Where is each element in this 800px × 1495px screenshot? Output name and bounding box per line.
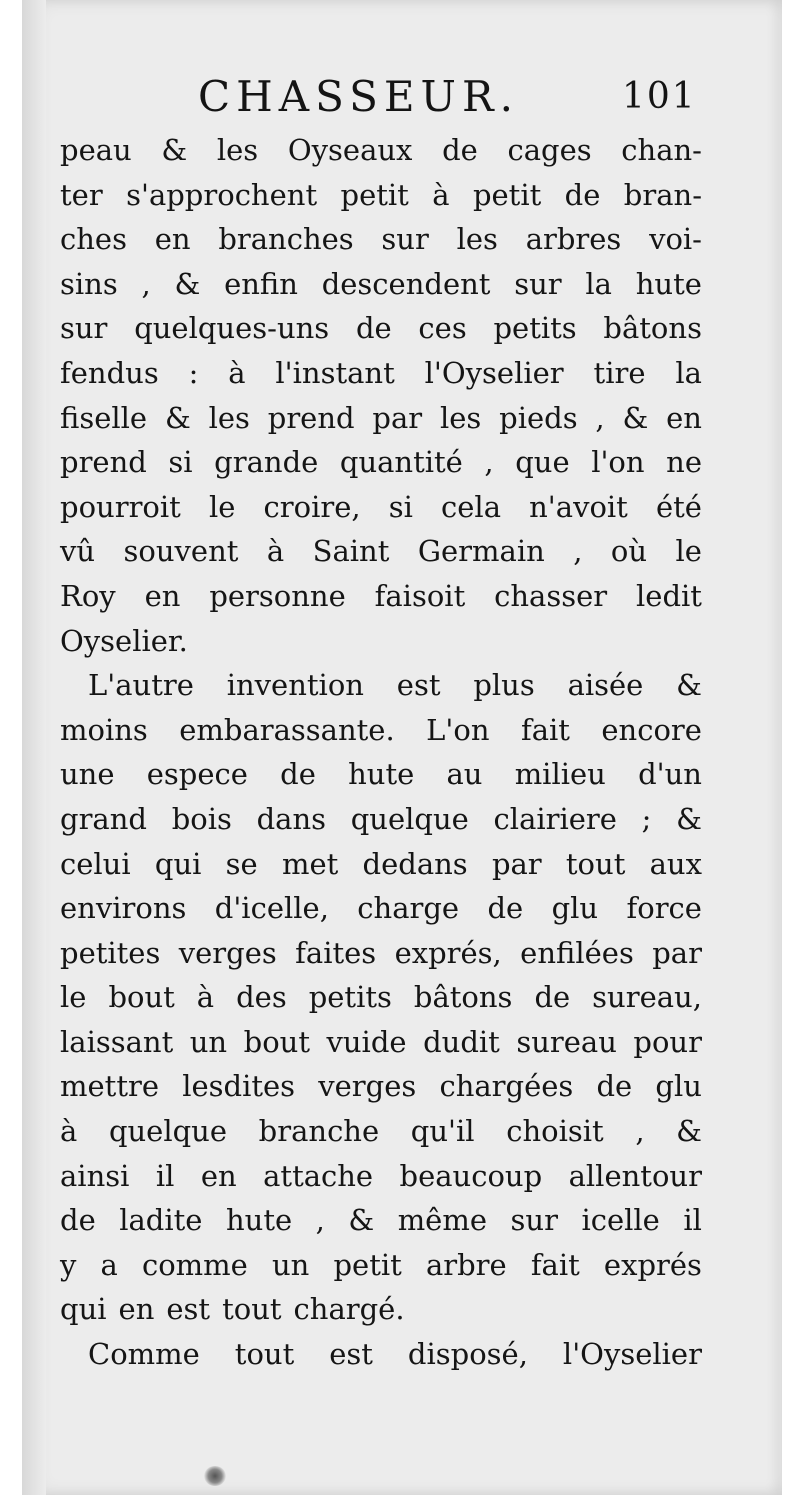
word: enfilées [520, 935, 634, 970]
word: qu'il [410, 1114, 475, 1149]
text-line [60, 886, 702, 931]
word: par [491, 846, 542, 881]
text-line [60, 262, 702, 307]
word: glu [655, 1069, 702, 1104]
word: ; [641, 801, 652, 836]
word: bout [243, 1024, 310, 1059]
word: cages [507, 133, 592, 167]
word: est [396, 668, 441, 703]
word: embarassante. [179, 712, 395, 747]
word: au [446, 757, 483, 792]
word: arbre [425, 1247, 507, 1282]
word: exprés [603, 1247, 702, 1282]
text-line [60, 752, 702, 797]
text-line [60, 574, 702, 619]
word: les [456, 222, 498, 257]
word: à [60, 1114, 78, 1149]
text-line [60, 975, 702, 1020]
word: prend [267, 400, 355, 435]
word: met [281, 846, 339, 881]
word: & [174, 266, 201, 301]
word: exprés, [394, 935, 502, 970]
word: verges [178, 935, 277, 970]
word: à [228, 355, 246, 390]
word: & [164, 400, 191, 435]
word: se [225, 846, 258, 881]
word: Roy [60, 578, 116, 613]
word: ladite [119, 1203, 203, 1238]
word: hute [225, 1203, 293, 1238]
word: force [626, 891, 702, 926]
word: tire [593, 355, 646, 390]
word: croire, [263, 489, 361, 524]
text-line [60, 173, 702, 218]
word: & [676, 801, 702, 836]
word: attache [263, 1158, 374, 1193]
word: qui [60, 1292, 107, 1327]
word: le [60, 980, 87, 1015]
word: arbres [525, 222, 622, 257]
ink-smudge [204, 1466, 226, 1486]
word: invention [226, 668, 364, 703]
word: glu [551, 891, 599, 926]
word: n'avoit [529, 489, 628, 524]
word: petits [308, 980, 392, 1015]
word: sur [381, 222, 429, 257]
word: vuide [326, 1024, 407, 1059]
word: charge [357, 891, 460, 926]
word: en [666, 400, 702, 435]
word: & [676, 1114, 702, 1149]
word: enfin [224, 266, 298, 301]
word: chargé. [293, 1292, 405, 1327]
word: milieu [514, 757, 606, 792]
text-line [60, 797, 702, 842]
word: dans [256, 801, 327, 836]
word: de [564, 177, 601, 212]
word: d'un [638, 757, 702, 792]
word: tout [565, 846, 626, 881]
body-text [60, 128, 702, 1377]
word: & [676, 668, 702, 703]
word: plus [473, 668, 535, 703]
word: est [329, 1337, 373, 1372]
word: a [100, 1247, 118, 1282]
word: ces [418, 311, 467, 346]
text-line [60, 1109, 702, 1154]
word: de [596, 1069, 633, 1104]
word: Germain [417, 534, 545, 569]
word: l'on [591, 445, 645, 480]
word: quantité [339, 445, 463, 480]
word: Saint [312, 534, 390, 569]
word: pieds [499, 400, 578, 435]
word: les [216, 133, 259, 167]
word: L'on [426, 712, 490, 747]
word: l'Oyselier [424, 355, 564, 390]
word: en [118, 1292, 155, 1327]
text-line [60, 351, 702, 396]
running-title: CHASSEUR. [198, 72, 519, 121]
page-gutter-shadow [22, 0, 46, 1495]
word: par [652, 935, 702, 970]
word: petites [60, 935, 161, 970]
text-line [60, 529, 702, 574]
text-line [60, 440, 702, 485]
word: qui [154, 846, 202, 881]
word: , [595, 400, 605, 435]
word: celui [60, 846, 131, 881]
word: sureau [516, 1024, 617, 1059]
word: tout [222, 1292, 282, 1327]
word: bout [108, 980, 175, 1015]
word: quelque [108, 1114, 228, 1149]
word: grand [60, 801, 147, 836]
word: de [487, 891, 524, 926]
word: à [432, 177, 450, 212]
word: & [161, 133, 188, 167]
word: quelques-uns [134, 311, 330, 346]
word: si [388, 489, 413, 524]
word: espece [146, 757, 248, 792]
word: allentour [568, 1158, 702, 1193]
text-line [60, 931, 702, 976]
text-line [60, 1287, 702, 1332]
word: , [315, 1203, 325, 1238]
word: de [355, 311, 392, 346]
word: , [573, 534, 583, 569]
word: cela [441, 489, 501, 524]
word: , [141, 266, 151, 301]
word: il [683, 1203, 702, 1238]
word: si [168, 445, 193, 480]
word: bran- [623, 177, 702, 212]
word: les [208, 400, 250, 435]
word: vû [60, 534, 96, 569]
word: petit [340, 177, 409, 212]
text-line [60, 1332, 702, 1377]
word: le [208, 489, 236, 524]
page-number: 101 [622, 76, 697, 117]
word: à [196, 980, 215, 1015]
word: moins [60, 712, 148, 747]
word: branches [218, 222, 354, 257]
word: choisit [506, 1114, 604, 1149]
word: sur [60, 311, 108, 346]
word: laissant [60, 1024, 174, 1059]
word: faites [295, 935, 377, 970]
word: sins [60, 266, 118, 301]
word: pourroit [60, 489, 181, 524]
word: faisoit [374, 578, 466, 613]
text-line [60, 1154, 702, 1199]
word: ainsi [60, 1158, 130, 1193]
word: icelle [581, 1203, 660, 1238]
word: est [166, 1292, 211, 1327]
word: & [348, 1203, 375, 1238]
word: branche [258, 1114, 380, 1149]
word: lesdites [182, 1069, 296, 1104]
word: fait [530, 1247, 580, 1282]
word: , [635, 1114, 645, 1149]
text-line [60, 217, 702, 262]
word: que [515, 445, 570, 480]
word: disposé, [407, 1337, 528, 1372]
word: en [144, 578, 181, 613]
text-line [60, 708, 702, 753]
word: ches [60, 222, 127, 257]
word: chargées [439, 1069, 574, 1104]
text-line [60, 1198, 702, 1243]
word: prend [60, 445, 147, 480]
word: voi- [649, 222, 702, 257]
word: peau [60, 133, 132, 167]
word: fait [520, 712, 570, 747]
word: aisée [567, 668, 644, 703]
word: ter [60, 177, 103, 212]
text-line [60, 1020, 702, 1065]
word: de [60, 1203, 96, 1238]
word: dedans [362, 846, 468, 881]
word: aux [649, 846, 702, 881]
word: même [397, 1203, 488, 1238]
text-line [60, 619, 702, 664]
word: Oyselier. [60, 623, 188, 658]
word: un [271, 1247, 310, 1282]
word: petit [472, 177, 542, 212]
word: ledit [636, 578, 702, 613]
text-line [60, 1064, 702, 1109]
running-header [0, 72, 800, 128]
word: fendus [60, 355, 159, 390]
word: y [60, 1247, 77, 1282]
word: grande [214, 445, 319, 480]
text-line [60, 1243, 702, 1288]
word: petits [493, 311, 577, 346]
word: sur [510, 1203, 558, 1238]
word: beaucoup [399, 1158, 543, 1193]
word: mettre [60, 1069, 159, 1104]
word: d'icelle, [214, 891, 329, 926]
word: souvent [123, 534, 239, 569]
word: de [442, 133, 478, 167]
word: , [484, 445, 494, 480]
word: de [280, 757, 316, 792]
word: petit [333, 1247, 402, 1282]
word: : [188, 355, 199, 390]
word: hute [348, 757, 415, 792]
word: un [189, 1024, 228, 1059]
word: la [675, 355, 702, 390]
word: s'approchent [126, 177, 318, 212]
word: descendent [321, 266, 491, 301]
word: une [60, 757, 115, 792]
word: clairiere [493, 801, 617, 836]
word: encore [601, 712, 702, 747]
word: sur [514, 266, 562, 301]
text-line [60, 128, 702, 173]
word: verges [318, 1069, 417, 1104]
word: comme [141, 1247, 248, 1282]
word: quelque [350, 801, 469, 836]
text-line [60, 663, 702, 708]
word: bâtons [413, 980, 513, 1015]
word: le [675, 534, 702, 569]
word: Comme [88, 1337, 200, 1372]
word: bâtons [603, 311, 702, 346]
word: & [622, 400, 649, 435]
word: des [236, 980, 287, 1015]
word: fiselle [60, 400, 148, 435]
word: pour [633, 1024, 702, 1059]
word: sureau, [592, 980, 702, 1015]
word: l'Oyselier [562, 1337, 702, 1372]
word: personne [209, 578, 346, 613]
word: en [200, 1158, 237, 1193]
word: à [266, 534, 285, 569]
word: environs [60, 891, 187, 926]
text-line [60, 396, 702, 441]
word: tout [234, 1337, 295, 1372]
word: Oyseaux [287, 133, 413, 167]
word: il [155, 1158, 175, 1193]
word: chan- [621, 133, 702, 167]
word: chasser [494, 578, 608, 613]
word: l'instant [275, 355, 395, 390]
word: par [372, 400, 423, 435]
word: la [585, 266, 612, 301]
word: bois [171, 801, 232, 836]
word: dudit [423, 1024, 500, 1059]
text-line [60, 485, 702, 530]
word: hute [635, 266, 702, 301]
text-line [60, 306, 702, 351]
word: L'autre [88, 668, 194, 703]
word: en [154, 222, 191, 257]
text-line [60, 842, 702, 887]
word: les [439, 400, 482, 435]
word: de [534, 980, 571, 1015]
word: ne [666, 445, 702, 480]
word: où [610, 534, 648, 569]
word: été [655, 489, 702, 524]
